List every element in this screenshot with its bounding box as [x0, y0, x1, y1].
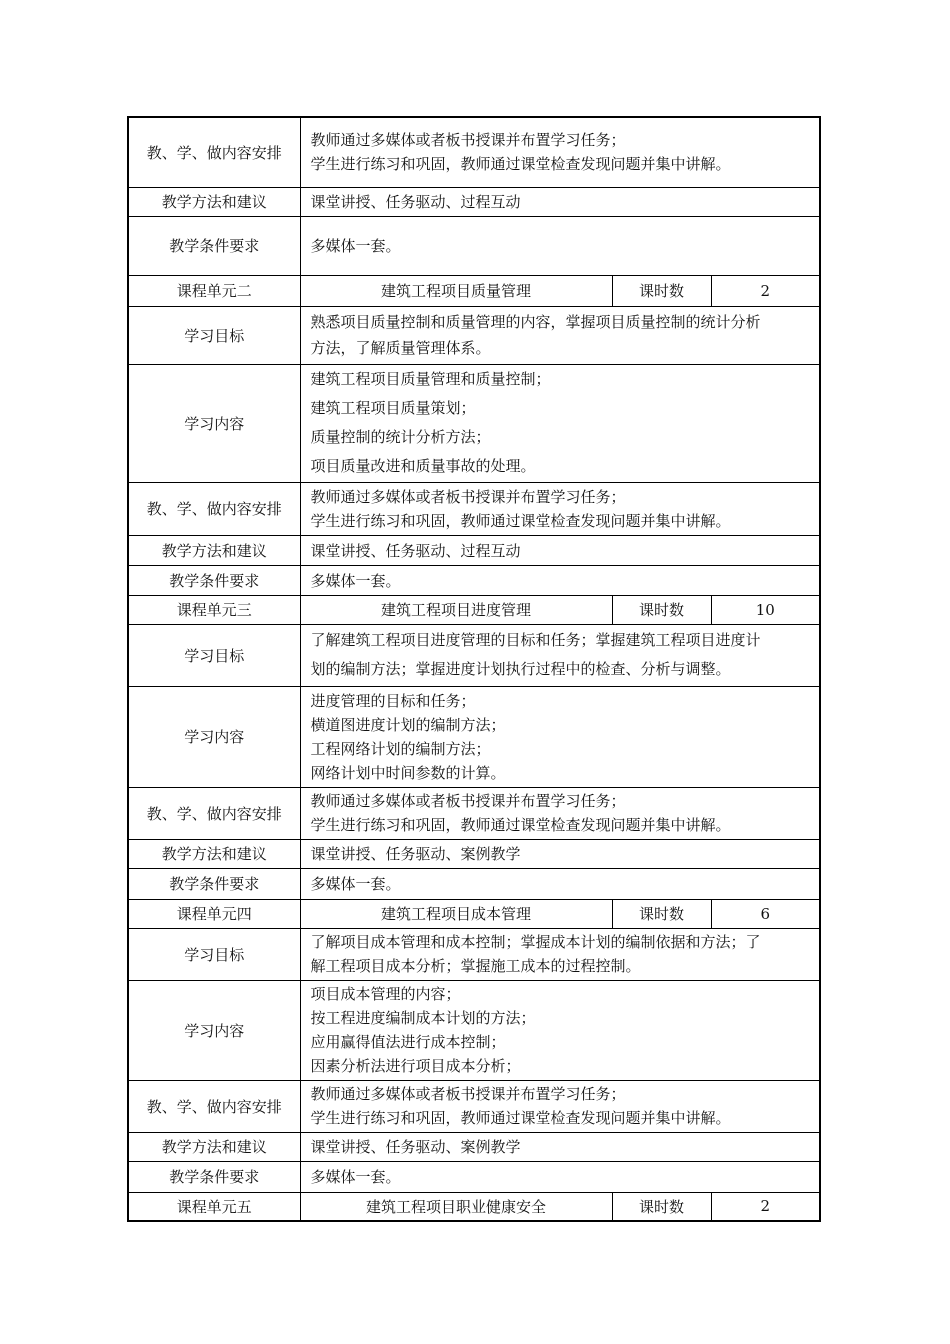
table-row — [128, 624, 820, 686]
hours-label: 课时数 — [612, 595, 711, 624]
method-value: 课堂讲授、任务驱动、过程互动 — [300, 535, 820, 565]
text-line: 按工程进度编制成本计划的方法； — [310, 1009, 536, 1027]
text-line: 建筑工程项目质量策划； — [310, 399, 476, 417]
text-line: 熟悉项目质量控制和质量管理的内容，掌握项目质量控制的统计分析 — [310, 313, 761, 331]
table-row — [128, 535, 820, 565]
hours-value: 6 — [711, 899, 820, 928]
arrangement-cell — [300, 482, 820, 535]
condition-value: 多媒体一套。 — [300, 216, 820, 275]
table-row — [128, 565, 820, 595]
objective-cell — [300, 306, 820, 364]
unit-header-row — [128, 1192, 820, 1221]
course-plan-table — [127, 116, 821, 1222]
unit-title: 建筑工程项目职业健康安全 — [300, 1192, 612, 1221]
unit-label: 课程单元二 — [128, 275, 300, 306]
text-line: 项目质量改进和质量事故的处理。 — [310, 457, 536, 475]
hours-label: 课时数 — [612, 275, 711, 306]
text-line: 学生进行练习和巩固，教师通过课堂检查发现问题并集中讲解。 — [310, 1109, 731, 1127]
text-line: 因素分析法进行项目成本分析； — [310, 1057, 521, 1075]
content-cell — [300, 980, 820, 1080]
unit-header-row — [128, 275, 820, 306]
condition-label: 教学条件要求 — [128, 1161, 300, 1192]
content-cell — [300, 686, 820, 787]
arrangement-label: 教、学、做内容安排 — [128, 482, 300, 535]
table-row — [128, 117, 820, 187]
condition-value: 多媒体一套。 — [300, 565, 820, 595]
hours-value: 10 — [711, 595, 820, 624]
objective-label: 学习目标 — [128, 306, 300, 364]
table-row — [128, 1080, 820, 1132]
method-label: 教学方法和建议 — [128, 535, 300, 565]
arrangement-cell — [300, 787, 820, 839]
method-label: 教学方法和建议 — [128, 839, 300, 868]
objective-label: 学习目标 — [128, 928, 300, 980]
text-line: 应用赢得值法进行成本控制； — [310, 1033, 506, 1051]
table-row — [128, 306, 820, 364]
text-line: 了解项目成本管理和成本控制；掌握成本计划的编制依据和方法；了 — [310, 933, 761, 951]
text-line: 学生进行练习和巩固，教师通过课堂检查发现问题并集中讲解。 — [310, 511, 731, 530]
condition-value: 多媒体一套。 — [300, 868, 820, 899]
table-row — [128, 868, 820, 899]
condition-label: 教学条件要求 — [128, 868, 300, 899]
text-line: 学生进行练习和巩固，教师通过课堂检查发现问题并集中讲解。 — [310, 155, 731, 174]
arrangement-label: 教、学、做内容安排 — [128, 787, 300, 839]
text-line: 了解建筑工程项目进度管理的目标和任务；掌握建筑工程项目进度计 — [310, 631, 761, 649]
objective-cell — [300, 928, 820, 980]
unit-title: 建筑工程项目成本管理 — [300, 899, 612, 928]
table-row — [128, 482, 820, 535]
objective-cell — [300, 624, 820, 686]
text-line: 项目成本管理的内容； — [310, 985, 461, 1003]
table-row — [128, 1161, 820, 1192]
text-line: 教师通过多媒体或者板书授课并布置学习任务； — [310, 1085, 626, 1103]
hours-value: 2 — [711, 1192, 820, 1221]
method-value: 课堂讲授、任务驱动、过程互动 — [300, 187, 820, 216]
text-line: 方法，了解质量管理体系。 — [310, 339, 491, 357]
content-label: 学习内容 — [128, 686, 300, 787]
unit-label: 课程单元五 — [128, 1192, 300, 1221]
objective-label: 学习目标 — [128, 624, 300, 686]
table-row — [128, 686, 820, 787]
condition-value: 多媒体一套。 — [300, 1161, 820, 1192]
arrangement-label: 教、学、做内容安排 — [128, 117, 300, 187]
text-line: 进度管理的目标和任务； — [310, 691, 476, 710]
arrangement-label: 教、学、做内容安排 — [128, 1080, 300, 1132]
text-line: 划的编制方法；掌握进度计划执行过程中的检查、分析与调整。 — [310, 660, 731, 678]
text-line: 建筑工程项目质量管理和质量控制； — [310, 370, 551, 388]
arrangement-cell — [300, 1080, 820, 1132]
method-label: 教学方法和建议 — [128, 187, 300, 216]
condition-label: 教学条件要求 — [128, 565, 300, 595]
text-line: 工程网络计划的编制方法； — [310, 739, 491, 758]
method-label: 教学方法和建议 — [128, 1132, 300, 1161]
table-row — [128, 787, 820, 839]
unit-title: 建筑工程项目质量管理 — [300, 275, 612, 306]
content-label: 学习内容 — [128, 980, 300, 1080]
method-value: 课堂讲授、任务驱动、案例教学 — [300, 1132, 820, 1161]
content-cell — [300, 364, 820, 482]
text-line: 网络计划中时间参数的计算。 — [310, 763, 506, 782]
hours-value: 2 — [711, 275, 820, 306]
table-row — [128, 980, 820, 1080]
content-label: 学习内容 — [128, 364, 300, 482]
table-row — [128, 364, 820, 482]
text-line: 教师通过多媒体或者板书授课并布置学习任务； — [310, 792, 626, 810]
table-row — [128, 839, 820, 868]
unit-header-row — [128, 899, 820, 928]
table-row — [128, 187, 820, 216]
hours-label: 课时数 — [612, 899, 711, 928]
text-line: 横道图进度计划的编制方法； — [310, 715, 506, 734]
condition-label: 教学条件要求 — [128, 216, 300, 275]
unit-title: 建筑工程项目进度管理 — [300, 595, 612, 624]
table-row — [128, 1132, 820, 1161]
text-line: 解工程项目成本分析；掌握施工成本的过程控制。 — [310, 957, 641, 975]
text-line: 学生进行练习和巩固，教师通过课堂检查发现问题并集中讲解。 — [310, 816, 731, 834]
text-line: 教师通过多媒体或者板书授课并布置学习任务； — [310, 131, 626, 150]
method-value: 课堂讲授、任务驱动、案例教学 — [300, 839, 820, 868]
text-line: 教师通过多媒体或者板书授课并布置学习任务； — [310, 487, 626, 506]
table-row — [128, 216, 820, 275]
arrangement-cell — [300, 117, 820, 187]
hours-label: 课时数 — [612, 1192, 711, 1221]
text-line: 质量控制的统计分析方法； — [310, 428, 491, 446]
unit-label: 课程单元三 — [128, 595, 300, 624]
unit-label: 课程单元四 — [128, 899, 300, 928]
unit-header-row — [128, 595, 820, 624]
table-row — [128, 928, 820, 980]
